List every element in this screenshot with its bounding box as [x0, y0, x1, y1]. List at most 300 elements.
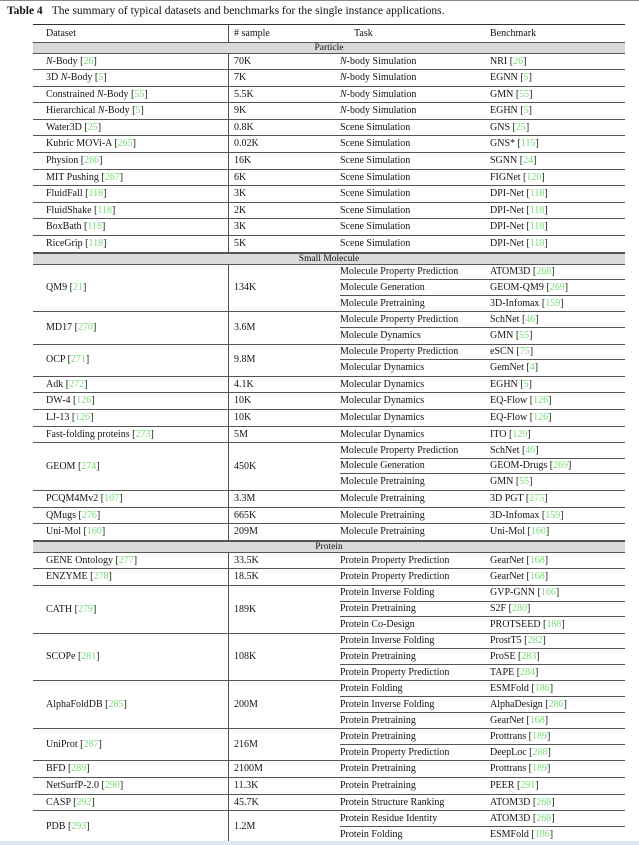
section-header-small-molecule: Small Molecule — [33, 253, 625, 265]
table-group-row — [33, 681, 625, 729]
sample-count-cell: 665K — [228, 508, 340, 524]
sample-count-cell: 3.6M — [228, 312, 340, 343]
sample-count-cell: 7K — [228, 70, 340, 86]
citation-link[interactable]: 75 — [519, 346, 530, 358]
citation-link[interactable]: 269 — [549, 281, 565, 293]
citation-link[interactable]: 160 — [86, 526, 102, 538]
benchmark-name: Prottrans [189] — [490, 730, 551, 742]
dataset-name: 3D N-Body [5] — [46, 72, 107, 84]
table-group-row — [33, 778, 625, 795]
citation-link[interactable]: 24 — [523, 155, 534, 167]
task-cell: Protein Folding — [340, 681, 490, 697]
dataset-cell — [33, 811, 228, 842]
citation-link[interactable]: 118 — [529, 238, 545, 250]
benchmark-cell — [490, 649, 625, 665]
citation-link[interactable]: 25 — [87, 121, 98, 133]
dataset-cell — [33, 153, 228, 169]
benchmark-cell — [490, 360, 625, 376]
task-cell: Protein Residue Identity — [340, 811, 490, 827]
citation-link[interactable]: 118 — [88, 238, 104, 250]
task-cell: Protein Co-Design — [340, 619, 415, 631]
task-cell: Protein Property Prediction — [340, 746, 450, 758]
sample-count-cell: 4.1K — [228, 377, 340, 393]
benchmark-cell — [490, 729, 625, 745]
dataset-cell — [33, 236, 228, 252]
dataset-cell — [33, 186, 228, 202]
benchmark-name: PEER [291] — [490, 780, 539, 792]
column-header-dataset: Dataset — [46, 27, 76, 39]
citation-link[interactable]: 118 — [87, 221, 103, 233]
citation-link[interactable]: 126 — [533, 395, 549, 407]
column-header-task: Task — [354, 27, 373, 39]
task-cell: Scene Simulation — [340, 221, 411, 233]
dataset-name: SCOPe [281] — [46, 651, 100, 663]
task-cell: Molecular Dynamics — [340, 395, 425, 407]
benchmark-name: PROTSEED [188] — [490, 619, 565, 631]
benchmark-name: GemNet [4] — [490, 362, 539, 374]
sample-count-cell: 1.2M — [228, 811, 340, 842]
benchmark-name: GearNet [168] — [490, 571, 549, 583]
table-caption-text: The summary of typical datasets and benchmarks for the single instance applications. — [51, 5, 445, 17]
citation-link[interactable]: 118 — [529, 221, 545, 233]
citation-link[interactable]: 280 — [511, 603, 527, 614]
table-group-row — [33, 553, 625, 570]
column-header-benchmark: Benchmark — [490, 27, 537, 39]
benchmark-cell — [490, 393, 625, 409]
task-cell: Protein Pretraining — [340, 780, 416, 792]
citation-link[interactable]: 21 — [72, 282, 83, 294]
sample-count-cell: 0.8K — [228, 120, 340, 136]
benchmark-name: DPI-Net [118] — [490, 188, 548, 200]
sample-count-cell: 5M — [228, 427, 340, 443]
benchmark-cell — [490, 377, 625, 393]
citation-link[interactable]: 159 — [545, 509, 561, 521]
benchmark-name: Prottrans [189] — [490, 763, 551, 775]
benchmark-cell — [490, 761, 625, 777]
benchmark-cell — [490, 170, 625, 186]
dataset-cell — [33, 778, 228, 794]
table-group-row — [33, 586, 625, 634]
table-group-row — [33, 265, 625, 313]
dataset-cell — [33, 203, 228, 219]
benchmark-cell — [490, 312, 625, 328]
dataset-name: ENZYME [278] — [46, 571, 112, 583]
dataset-name: Uni-Mol [160] — [46, 526, 106, 538]
dataset-name: BFD [289] — [46, 763, 90, 775]
table-group-row — [33, 186, 625, 203]
citation-link[interactable]: 186 — [534, 828, 550, 840]
dataset-name: UniProt [287] — [46, 739, 102, 751]
benchmark-name: SchNet [46] — [490, 313, 539, 325]
citation-link[interactable]: 55 — [134, 88, 145, 100]
dataset-name: DW-4 [126] — [46, 395, 95, 407]
citation-link[interactable]: 55 — [519, 88, 530, 100]
sample-count-cell: 209M — [228, 524, 340, 540]
citation-link[interactable]: 5 — [135, 105, 141, 117]
page-bottom-strip — [0, 841, 639, 845]
citation-link[interactable]: 275 — [529, 492, 545, 504]
citation-link[interactable]: 268 — [536, 812, 552, 824]
sample-count-cell: 3.3M — [228, 491, 340, 507]
task-cell: Protein Property Prediction — [340, 666, 450, 678]
benchmark-cell — [490, 795, 625, 811]
dataset-cell — [33, 491, 228, 507]
table-group-row — [33, 236, 625, 253]
benchmark-name: DPI-Net [118] — [490, 238, 548, 250]
citation-link[interactable]: 278 — [93, 571, 109, 583]
sample-count-cell: 2100M — [228, 761, 340, 777]
citation-link[interactable]: 268 — [536, 796, 552, 808]
dataset-cell — [33, 265, 228, 312]
citation-link[interactable]: 289 — [71, 763, 87, 775]
citation-link[interactable]: 159 — [545, 297, 561, 309]
benchmark-cell — [490, 586, 625, 602]
citation-link[interactable]: 25 — [515, 121, 526, 133]
sample-count-cell: 9.8M — [228, 345, 340, 376]
citation-link[interactable]: 55 — [519, 330, 530, 341]
task-cell: N -body Simulation — [340, 105, 417, 117]
benchmark-cell — [490, 491, 625, 507]
dataset-name: CASP [292] — [46, 796, 95, 808]
sample-count-cell: 33.5K — [228, 553, 340, 569]
task-cell: Protein Inverse Folding — [340, 697, 490, 713]
task-cell: Protein Pretraining — [340, 649, 490, 665]
benchmark-name: GearNet [168] — [490, 714, 549, 726]
dataset-name: OCP [271] — [46, 354, 90, 366]
dataset-name: BoxBath [118] — [46, 221, 106, 233]
table-group-row — [33, 491, 625, 508]
table-group-row — [33, 634, 625, 682]
task-cell: Protein Inverse Folding — [340, 634, 490, 650]
benchmark-cell — [490, 713, 625, 729]
task-cell: Scene Simulation — [340, 121, 411, 133]
table-header-row — [33, 24, 625, 42]
dataset-name: RiceGrip [118] — [46, 238, 107, 250]
table-group-row — [33, 443, 625, 491]
benchmark-name: EGNN [5] — [490, 72, 532, 84]
task-cell: Molecule Pretraining — [340, 526, 425, 538]
citation-link[interactable]: 270 — [77, 322, 93, 334]
sample-count-cell: 70K — [228, 54, 340, 70]
task-cell: Scene Simulation — [340, 138, 411, 150]
citation-link[interactable]: 189 — [531, 763, 547, 775]
benchmark-cell — [490, 665, 625, 681]
dataset-name: QM9 [21] — [46, 282, 87, 294]
benchmark-name: GVP-GNN [166] — [490, 587, 560, 599]
citation-link[interactable]: 283 — [521, 650, 537, 662]
task-cell: Molecular Dynamics — [340, 362, 425, 374]
citation-link[interactable]: 267 — [104, 171, 120, 183]
sample-count-cell: 3K — [228, 219, 340, 235]
citation-link[interactable]: 288 — [532, 746, 548, 758]
task-cell: Protein Structure Ranking — [340, 796, 445, 808]
citation-link[interactable]: 4 — [529, 362, 535, 374]
sample-count-cell: 9K — [228, 103, 340, 119]
table-group-row — [33, 120, 625, 137]
citation-link[interactable]: 46 — [525, 444, 536, 456]
page-top-rule — [0, 0, 639, 1]
task-cell: Molecule Property Prediction — [340, 345, 490, 361]
table-group-row — [33, 427, 625, 444]
citation-link[interactable]: 5 — [523, 378, 529, 390]
task-cell: N -body Simulation — [340, 88, 417, 100]
citation-link[interactable]: 168 — [529, 554, 545, 566]
task-cell: Protein Pretraining — [340, 729, 490, 745]
sample-count-cell: 216M — [228, 729, 340, 760]
benchmark-name: FIGNet [120] — [490, 171, 545, 183]
citation-link[interactable]: 107 — [104, 492, 120, 504]
citation-link[interactable]: 282 — [527, 635, 543, 647]
citation-link[interactable]: 55 — [519, 476, 530, 488]
citation-link[interactable]: 118 — [529, 204, 545, 216]
benchmark-cell — [490, 524, 625, 540]
citation-link[interactable]: 286 — [548, 698, 564, 710]
benchmark-cell — [490, 474, 625, 490]
dataset-name: Fast-folding proteins [273] — [46, 428, 154, 440]
citation-link[interactable]: 160 — [530, 526, 546, 538]
sample-count-cell: 16K — [228, 153, 340, 169]
benchmark-cell — [490, 745, 625, 761]
benchmark-cell — [490, 328, 625, 344]
dataset-name: PDB [293] — [46, 821, 90, 833]
citation-link[interactable]: 277 — [118, 554, 134, 566]
benchmark-name: ATOM3D [268] — [490, 796, 555, 808]
citation-link[interactable]: 118 — [97, 204, 113, 216]
citation-link[interactable]: 285 — [108, 699, 124, 711]
citation-link[interactable]: 188 — [546, 619, 562, 631]
benchmark-cell — [490, 427, 625, 443]
sample-count-cell: 11.3K — [228, 778, 340, 794]
dataset-name: LJ-13 [126] — [46, 411, 94, 423]
citation-link[interactable]: 26 — [83, 55, 94, 67]
task-cell: Scene Simulation — [340, 155, 411, 167]
dataset-name: QMugs [276] — [46, 509, 101, 521]
table-group-row — [33, 203, 625, 220]
citation-link[interactable]: 46 — [525, 313, 536, 325]
sample-count-cell: 0.02K — [228, 136, 340, 152]
citation-link[interactable]: 271 — [70, 354, 86, 366]
dataset-cell — [33, 393, 228, 409]
dataset-cell — [33, 410, 228, 426]
benchmark-cell — [490, 54, 625, 70]
dataset-name: Constrained N-Body [55] — [46, 88, 148, 100]
datasets-benchmarks-table — [33, 24, 625, 843]
benchmark-cell — [490, 345, 625, 361]
benchmark-name: SGNN [24] — [490, 155, 537, 167]
citation-link[interactable]: 115 — [520, 138, 536, 150]
citation-link[interactable]: 272 — [69, 378, 85, 390]
task-cell: Molecule Pretraining — [340, 509, 425, 521]
benchmark-name: ESMFold [186] — [490, 828, 554, 840]
dataset-cell — [33, 761, 228, 777]
citation-link[interactable]: 266 — [84, 155, 100, 167]
benchmark-name: 3D PGT [275] — [490, 492, 548, 504]
benchmark-cell — [490, 681, 625, 697]
citation-link[interactable]: 118 — [529, 188, 545, 200]
citation-link[interactable]: 268 — [536, 266, 552, 278]
task-cell: Molecule Property Prediction — [340, 265, 490, 281]
task-cell: Scene Simulation — [340, 238, 411, 250]
task-cell: Protein Property Prediction — [340, 554, 450, 566]
benchmark-name: GMN [55] — [490, 88, 533, 100]
benchmark-name: GMN [55] — [490, 330, 533, 341]
sample-count-cell: 45.7K — [228, 795, 340, 811]
dataset-cell — [33, 136, 228, 152]
benchmark-cell — [490, 136, 625, 152]
benchmark-name: EQ-Flow [126] — [490, 395, 552, 407]
dataset-cell — [33, 795, 228, 811]
task-cell: Scene Simulation — [340, 204, 411, 216]
task-cell: Protein Pretraining — [340, 602, 490, 618]
benchmark-name: SchNet [46] — [490, 444, 539, 456]
table-group-row — [33, 136, 625, 153]
benchmark-name: ATOM3D [268] — [490, 266, 555, 278]
benchmark-name: EQ-Flow [126] — [490, 411, 552, 423]
citation-link[interactable]: 126 — [533, 411, 549, 423]
table-group-row — [33, 219, 625, 236]
benchmark-name: GEOM-QM9 [269] — [490, 281, 569, 293]
citation-link[interactable]: 287 — [83, 739, 99, 751]
section-header-particle: Particle — [33, 42, 625, 54]
task-cell: Molecule Generation — [340, 459, 490, 475]
citation-link[interactable]: 26 — [513, 55, 524, 67]
citation-link[interactable]: 186 — [534, 682, 550, 694]
citation-link[interactable]: 5 — [98, 72, 104, 84]
dataset-name: FluidShake [118] — [46, 204, 116, 216]
citation-link[interactable]: 118 — [88, 188, 104, 200]
benchmark-cell — [490, 508, 625, 524]
citation-link[interactable]: 290 — [104, 780, 120, 792]
citation-link[interactable]: 291 — [520, 780, 536, 792]
dataset-name: MD17 [270] — [46, 322, 97, 334]
task-cell: Molecular Dynamics — [340, 411, 425, 423]
sample-count-cell: 2K — [228, 203, 340, 219]
task-cell: Molecule Dynamics — [340, 330, 421, 341]
citation-link[interactable]: 126 — [76, 395, 92, 407]
table-group-row — [33, 524, 625, 541]
table-group-row — [33, 87, 625, 104]
citation-link[interactable]: 265 — [117, 138, 133, 150]
task-cell: Molecule Pretraining — [340, 492, 425, 504]
benchmark-cell — [490, 602, 625, 618]
task-cell: Protein Folding — [340, 828, 403, 840]
citation-link[interactable]: 189 — [531, 730, 547, 742]
benchmark-cell — [490, 443, 625, 459]
sample-count-cell: 6K — [228, 170, 340, 186]
benchmark-name: GearNet [168] — [490, 554, 549, 566]
citation-link[interactable]: 274 — [81, 460, 97, 472]
benchmark-cell — [490, 70, 625, 86]
section-header-protein: Protein — [33, 541, 625, 553]
task-cell: Protein Pretraining — [340, 714, 416, 726]
dataset-cell — [33, 70, 228, 86]
dataset-cell — [33, 54, 228, 70]
benchmark-name: ESMFold [186] — [490, 682, 554, 694]
citation-link[interactable]: 284 — [520, 666, 536, 678]
dataset-cell — [33, 427, 228, 443]
table-group-row — [33, 410, 625, 427]
citation-link[interactable]: 269 — [553, 460, 569, 472]
table-group-row — [33, 345, 625, 377]
table-group-row — [33, 761, 625, 778]
task-cell: Molecular Dynamics — [340, 378, 425, 390]
dataset-name: GENE Ontology [277] — [46, 554, 138, 566]
benchmark-name: GNS [25] — [490, 121, 530, 133]
task-cell: Scene Simulation — [340, 171, 411, 183]
dataset-name: N-Body [26] — [46, 55, 97, 67]
task-cell: N -body Simulation — [340, 55, 417, 67]
benchmark-cell — [490, 186, 625, 202]
citation-link[interactable]: 293 — [71, 821, 87, 833]
benchmark-name: EGHN [5] — [490, 378, 532, 390]
table-group-row — [33, 811, 625, 843]
benchmark-cell — [490, 120, 625, 136]
dataset-cell — [33, 443, 228, 490]
dataset-name: Adk [272] — [46, 378, 88, 390]
benchmark-name: eSCN [75] — [490, 346, 534, 358]
citation-link[interactable]: 129 — [512, 428, 528, 440]
benchmark-name: TAPE [284] — [490, 666, 539, 678]
dataset-cell — [33, 219, 228, 235]
benchmark-name: DPI-Net [118] — [490, 221, 548, 233]
sample-count-cell: 10K — [228, 410, 340, 426]
sample-count-cell: 450K — [228, 443, 340, 490]
task-cell: Molecule Property Prediction — [340, 312, 490, 328]
dataset-name: FluidFall [118] — [46, 188, 107, 200]
citation-link[interactable]: 126 — [75, 411, 91, 423]
citation-link[interactable]: 276 — [81, 509, 97, 521]
benchmark-name: ProstT5 [282] — [490, 635, 546, 647]
table-group-row — [33, 729, 625, 761]
task-cell: Molecule Property Prediction — [340, 443, 490, 459]
benchmark-cell — [490, 103, 625, 119]
citation-link[interactable]: 279 — [77, 603, 93, 615]
task-cell: Molecule Pretraining — [340, 297, 425, 309]
benchmark-cell — [490, 153, 625, 169]
benchmark-cell — [490, 459, 625, 475]
dataset-name: NetSurfP-2.0 [290] — [46, 780, 124, 792]
table-body — [33, 42, 625, 844]
citation-link[interactable]: 168 — [529, 714, 545, 726]
benchmark-cell — [490, 296, 625, 312]
table-group-row — [33, 170, 625, 187]
benchmark-cell — [490, 811, 625, 827]
column-header-sample: # sample — [228, 25, 340, 42]
dataset-name: Physion [266] — [46, 155, 103, 167]
benchmark-name: NRI [26] — [490, 55, 527, 67]
citation-link[interactable]: 5 — [523, 72, 529, 84]
dataset-cell — [33, 170, 228, 186]
citation-link[interactable]: 5 — [523, 105, 529, 117]
dataset-cell — [33, 729, 228, 760]
dataset-name: MIT Pushing [267] — [46, 171, 124, 183]
citation-link[interactable]: 292 — [76, 796, 92, 808]
citation-link[interactable]: 120 — [526, 171, 542, 183]
citation-link[interactable]: 281 — [81, 651, 97, 663]
table-group-row — [33, 795, 625, 812]
citation-link[interactable]: 168 — [529, 571, 545, 583]
benchmark-name: GNS* [115] — [490, 138, 539, 150]
citation-link[interactable]: 166 — [540, 587, 556, 599]
benchmark-cell — [490, 569, 625, 585]
dataset-cell — [33, 569, 228, 585]
task-cell: Molecule Pretraining — [340, 476, 425, 488]
citation-link[interactable]: 273 — [135, 428, 151, 440]
table-group-row — [33, 393, 625, 410]
benchmark-cell — [490, 697, 625, 713]
dataset-cell — [33, 508, 228, 524]
dataset-name: PCQM4Mv2 [107] — [46, 492, 123, 504]
